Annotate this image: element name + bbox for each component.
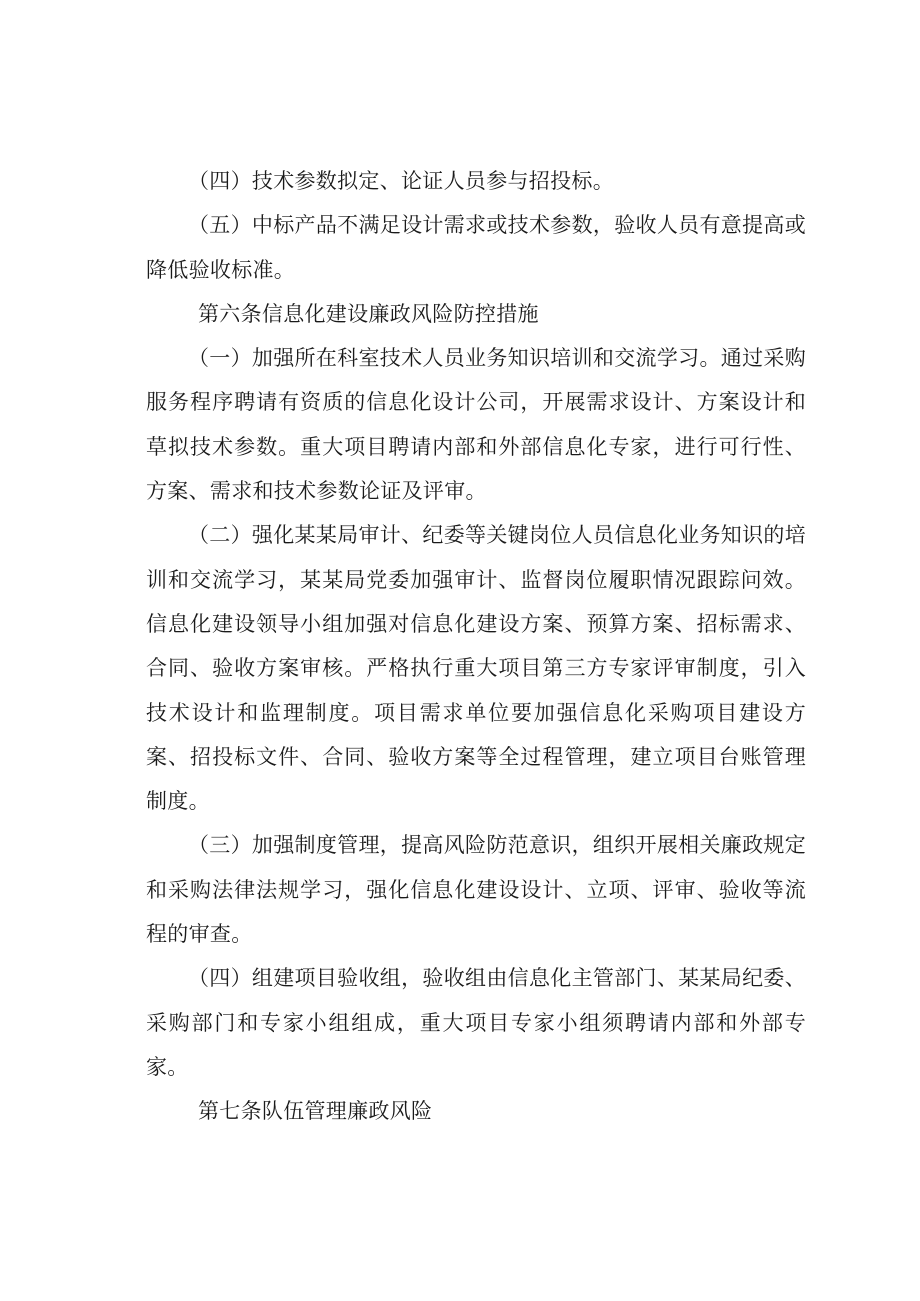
measure-paragraph-2: （二）强化某某局审计、纪委等关键岗位人员信息化业务知识的培训和交流学习，某某局党委加强审计、监督岗位履职情况跟踪问效。信息化建设领导小组加强对信息化建设方案、预算方案、招标需求、合同、验收方案审核。严格执行重大项目第三方专家评审制度，引入技术设计和监理制度。项目需求单位要加强信息化采购项目建设方案、招投标文件、合同、验收方案等全过程管理，建立项目台账管理制度。 [146,523,806,814]
paragraph-item-4: （四）技术参数拟定、论证人员参与招投标。 [188,169,614,193]
measure-paragraph-1: （一）加强所在科室技术人员业务知识培训和交流学习。通过采购服务程序聘请有资质的信息化设计公司，开展需求设计、方案设计和草拟技术参数。重大项目聘请内部和外部信息化专家，进行可行性、方案、需求和技术参数论证及评审。 [146,346,806,504]
article-6-heading: 第六条信息化建设廉政风险防控措施 [198,301,539,326]
measure-paragraph-3: （三）加强制度管理，提高风险防范意识，组织开展相关廉政规定和采购法律法规学习，强化信息化建设设计、立项、评审、验收等流程的审查。 [146,833,806,947]
article-7-heading: 第七条队伍管理廉政风险 [198,1099,433,1124]
measure-paragraph-4: （四）组建项目验收组，验收组由信息化主管部门、某某局纪委、采购部门和专家小组组成，重大项目专家小组须聘请内部和外部专家。 [146,966,806,1079]
document-body [146,159,806,1134]
paragraph-item-5: （五）中标产品不满足设计需求或技术参数，验收人员有意提高或降低验收标准。 [146,213,806,282]
